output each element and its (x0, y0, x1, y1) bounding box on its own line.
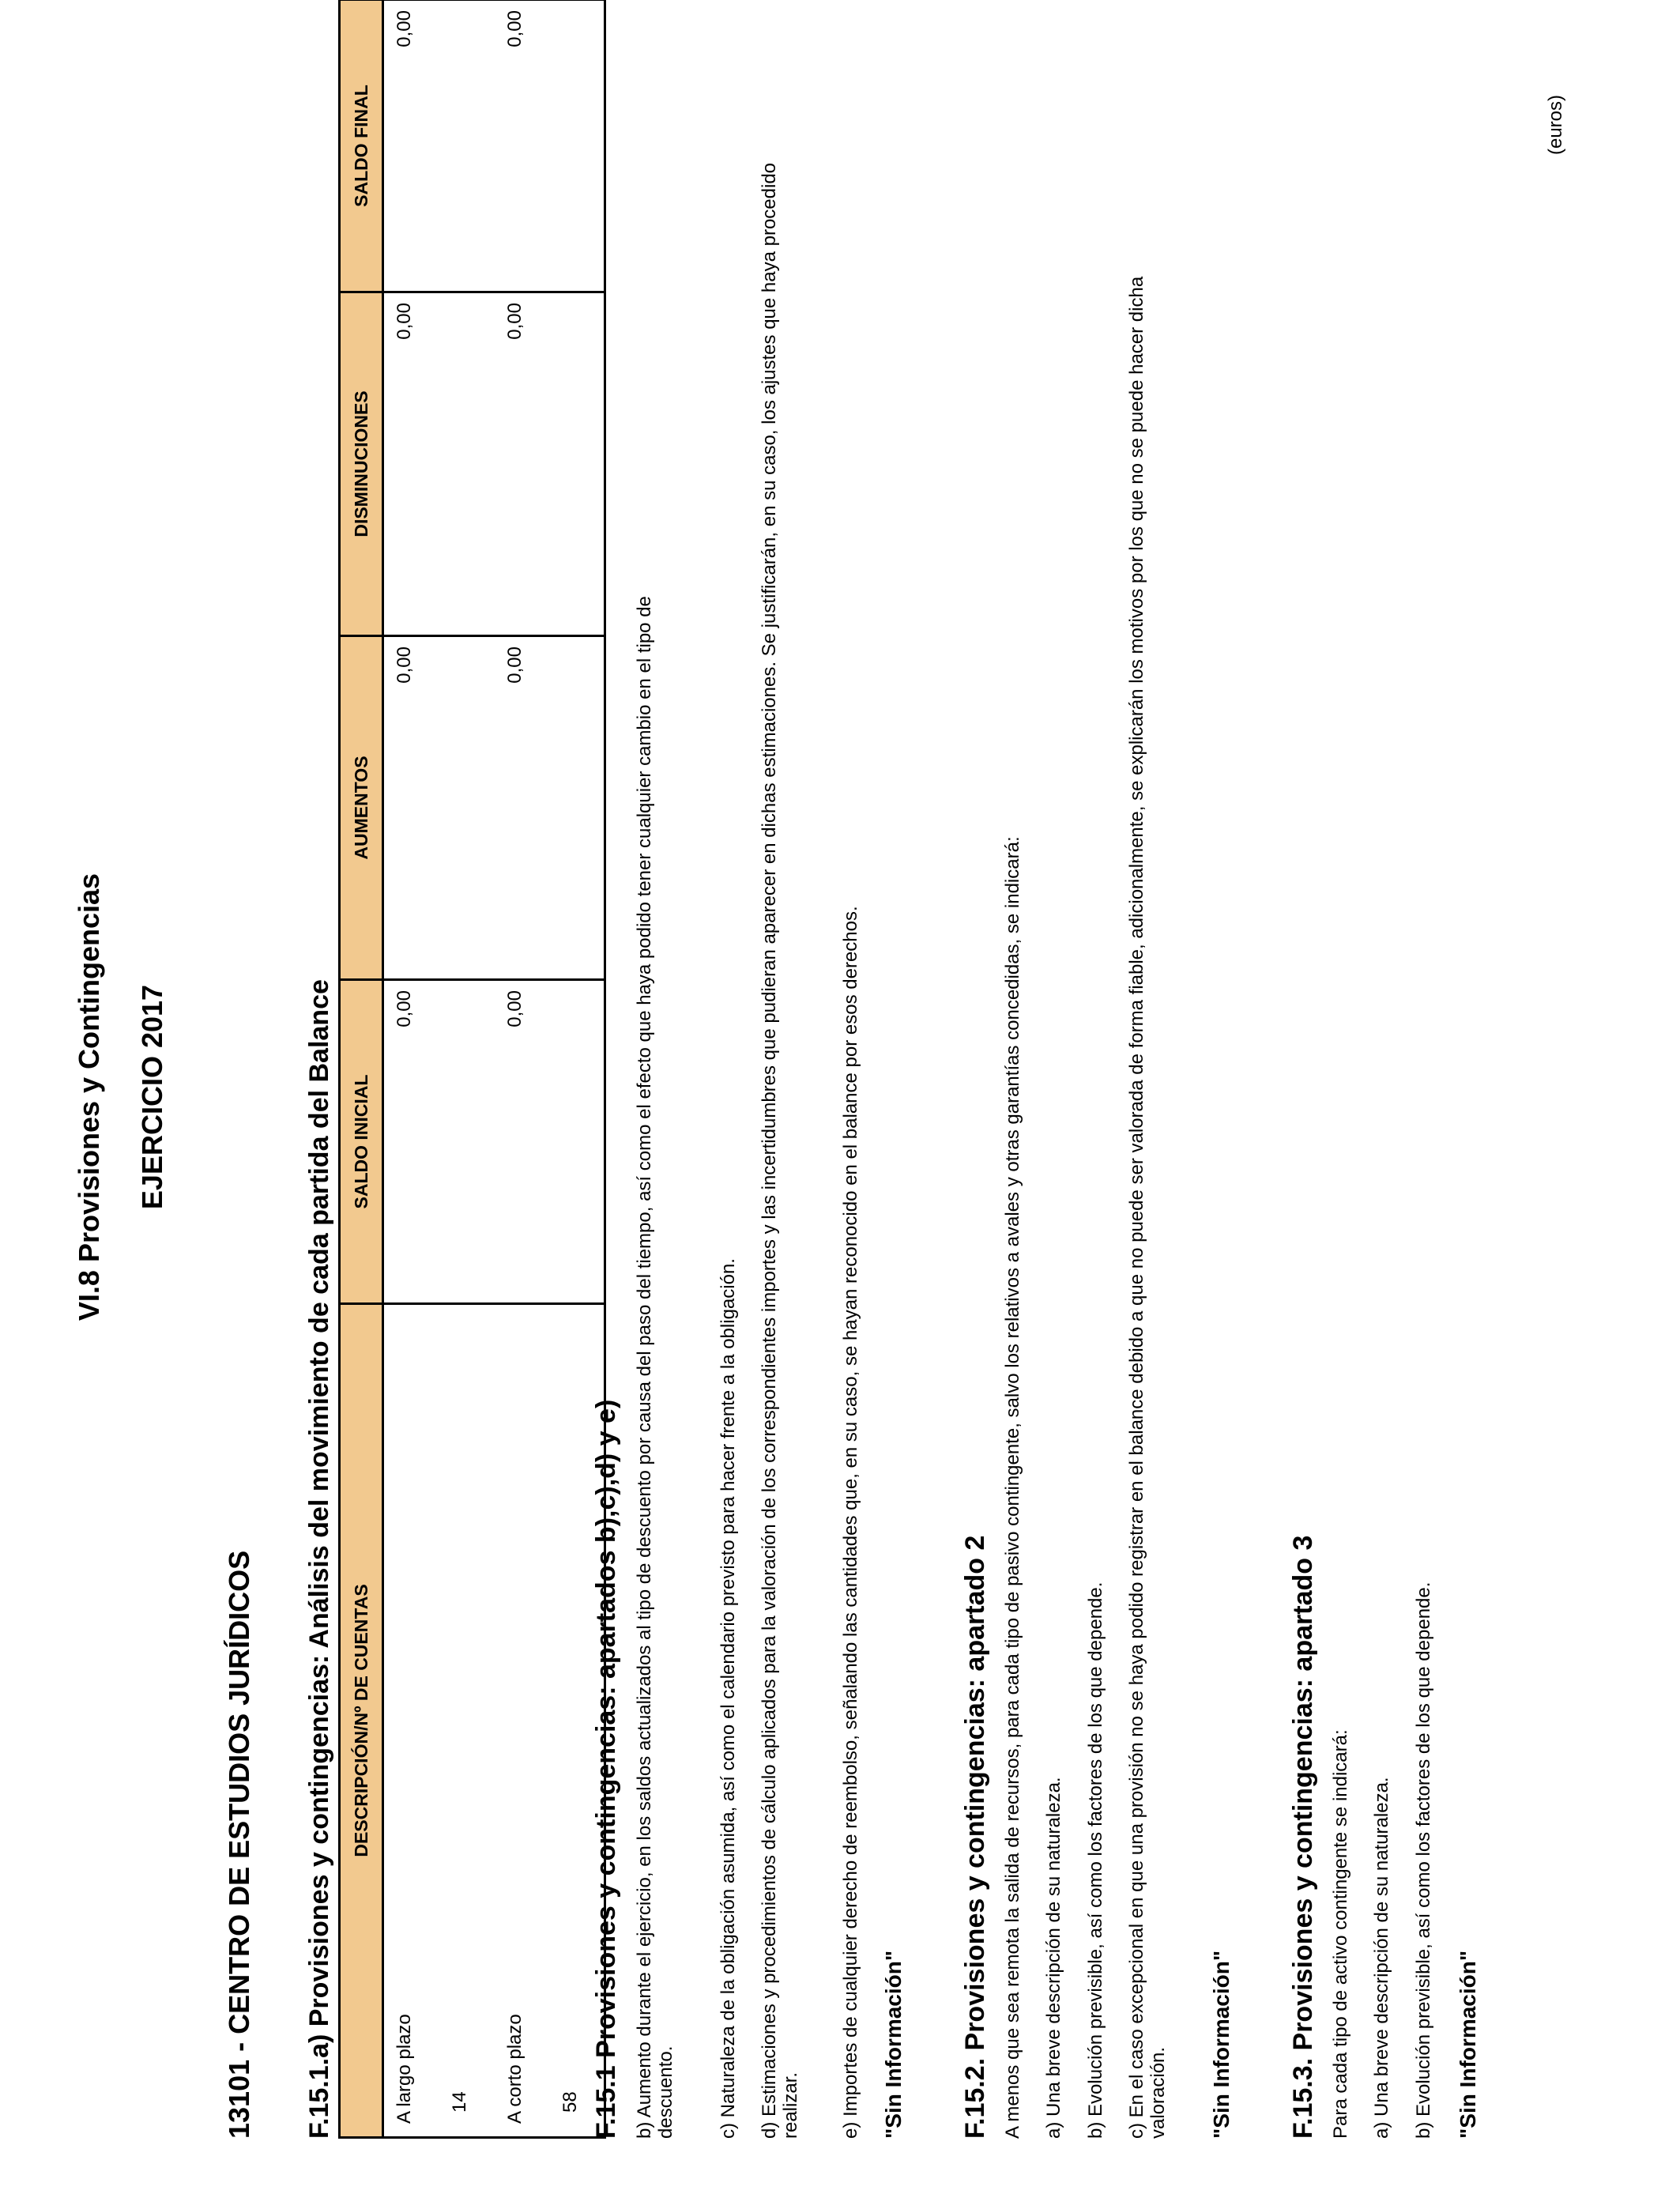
entity-name: 13101 - CENTRO DE ESTUDIOS JURÍDICOS (223, 1550, 255, 2139)
section-151-title: F.15.1 Provisiones y contingencias: apartados b),c),d) y e) (591, 1399, 621, 2139)
header-saldo-final: SALDO FINAL (340, 0, 383, 292)
cell-saldo-inicial (548, 980, 605, 1304)
section-152-a: a) Una breve descripción de su naturaleza. (1043, 1777, 1064, 2139)
cell-saldo-inicial: 0,00 (383, 980, 439, 1304)
section-152-title: F.15.2. Provisiones y contingencias: apartado 2 (960, 1535, 990, 2139)
cell-saldo-inicial: 0,00 (493, 980, 548, 1304)
cell-saldo-inicial (438, 980, 493, 1304)
cell-saldo-final: 0,00 (493, 0, 548, 292)
cell-aumentos: 0,00 (383, 636, 439, 980)
page-title: VI.8 Provisiones y Contingencias (73, 873, 105, 1321)
header-aumentos: AUMENTOS (340, 636, 383, 980)
table-header-row (340, 0, 383, 2138)
row-desc: 58 (548, 1304, 605, 2138)
cell-saldo-final (438, 0, 493, 292)
cell-aumentos (438, 636, 493, 980)
table-row (438, 0, 493, 2138)
cell-disminuciones (438, 292, 493, 636)
cell-disminuciones: 0,00 (493, 292, 548, 636)
cell-aumentos (548, 636, 605, 980)
provisions-table (338, 0, 606, 2139)
section-151-no-info: "Sin Información" (881, 1950, 906, 2139)
section-152-intro: A menos que sea remota la salida de recursos, para cada tipo de pasivo contingente, salvo los relativos a avales y otras garantías concedidas, se indicará: (1002, 836, 1023, 2139)
section-153-a: a) Una breve descripción de su naturaleza. (1371, 1777, 1392, 2139)
section-152-c: c) En el caso excepcional en que una provisión no se haya podido registrar en el balance debido a que no puede ser valorada de forma fiable, adicionalmente, se explicarán los motivos por los que no se puede hacer dicha valoración. (1126, 276, 1169, 2139)
page-subtitle: EJERCICIO 2017 (136, 984, 168, 1210)
section-152-no-info: "Sin Información" (1209, 1950, 1234, 2139)
row-desc: A largo plazo (383, 1304, 439, 2138)
section-153-b: b) Evolución previsible, así como los factores de los que depende. (1413, 1581, 1434, 2139)
cell-saldo-final (548, 0, 605, 292)
section-152-b: b) Evolución previsible, así como los factores de los que depende. (1085, 1581, 1106, 2139)
cell-disminuciones: 0,00 (383, 292, 439, 636)
section-151-e: e) Importes de cualquier derecho de reembolso, señalando las cantidades que, en su caso, se hayan reconocido en el balance por esos derechos. (840, 906, 861, 2139)
section-153-no-info: "Sin Información" (1456, 1950, 1480, 2139)
table-row (493, 0, 548, 2138)
table-section-title: F.15.1.a) Provisiones y contingencias: Análisis del movimiento de cada partida del Balance (304, 979, 334, 2139)
section-153-intro: Para cada tipo de activo contingente se indicará: (1330, 1729, 1351, 2139)
section-153-title: F.15.3. Provisiones y contingencias: apartado 3 (1288, 1535, 1318, 2139)
row-desc: 14 (438, 1304, 493, 2138)
table-row (383, 0, 439, 2138)
section-151-d: d) Estimaciones y procedimientos de cálculo aplicados para la valoración de los correspondientes importes y las incertidumbres que pudieran aparecer en dichas estimaciones. Se justificarán, en su caso, los ajustes que haya procedido realizar. (759, 162, 801, 2139)
section-151-b: b) Aumento durante el ejercicio, en los saldos actualizados al tipo de descuento por causa del paso del tiempo, así como el efecto que haya podido tener cualquier cambio en el tipo de descuento. (634, 596, 676, 2139)
units-label: (euros) (1545, 94, 1566, 155)
cell-aumentos: 0,00 (493, 636, 548, 980)
header-saldo-inicial: SALDO INICIAL (340, 980, 383, 1304)
cell-saldo-final: 0,00 (383, 0, 439, 292)
row-desc: A corto plazo (493, 1304, 548, 2138)
header-disminuciones: DISMINUCIONES (340, 292, 383, 636)
header-descripcion: DESCRIPCIÓN/Nº DE CUENTAS (340, 1304, 383, 2138)
cell-disminuciones (548, 292, 605, 636)
section-151-c: c) Naturaleza de la obligación asumida, así como el calendario previsto para hacer frente a la obligación. (718, 1258, 739, 2139)
